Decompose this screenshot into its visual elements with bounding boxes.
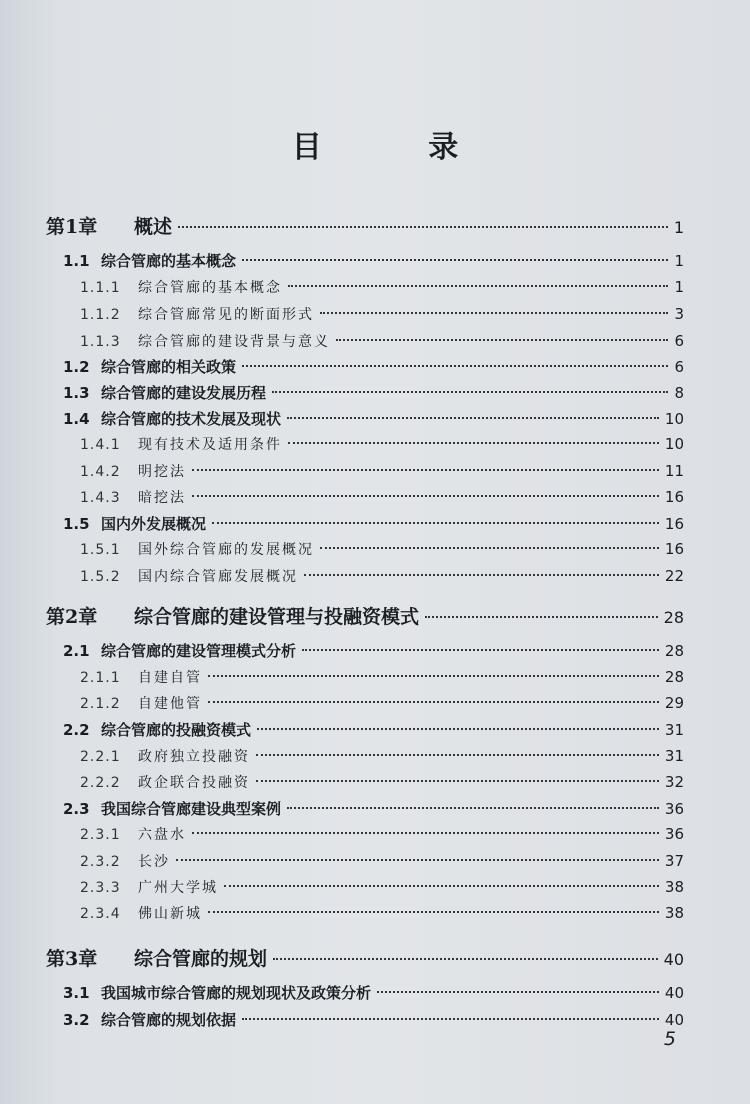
- toc-entry-sub[interactable]: [80, 667, 684, 687]
- toc-entry-title: 综合管廊的相关政策: [101, 358, 237, 376]
- dot-leader: [302, 649, 659, 651]
- toc-entry-number: 1.4.2: [80, 464, 121, 480]
- toc-entry-page: 6: [674, 358, 684, 376]
- toc-entry-page: 28: [663, 608, 684, 627]
- toc-entry-title: 长沙: [138, 854, 170, 870]
- dot-leader: [256, 754, 659, 756]
- dot-leader: [208, 701, 659, 703]
- dot-leader: [272, 391, 668, 393]
- toc-entry-section[interactable]: [63, 356, 684, 377]
- toc-entry-page: 10: [664, 435, 684, 453]
- toc-entry-sub[interactable]: [80, 851, 684, 871]
- toc-entry-section[interactable]: [63, 719, 684, 740]
- toc-entry-number: 第3章: [46, 948, 98, 970]
- dot-leader: [242, 259, 668, 261]
- toc-entry-sub[interactable]: [80, 824, 684, 844]
- toc-entry-page: 40: [664, 1011, 684, 1029]
- toc-entry-number: 2.3.3: [80, 880, 121, 896]
- toc-entry-section[interactable]: [63, 1009, 684, 1030]
- toc-entry-chapter[interactable]: [46, 944, 684, 971]
- toc-entry-title: 暗挖法: [138, 490, 186, 506]
- toc-entry-number: 1.1.1: [80, 280, 121, 296]
- dot-leader: [257, 728, 659, 730]
- toc-entry-number: 1.1.3: [80, 334, 121, 350]
- toc-entry-title: 佛山新城: [138, 906, 202, 922]
- toc-entry-number: 2.2.1: [80, 749, 121, 765]
- dot-leader: [320, 547, 659, 549]
- toc-entry-number: 1.4.1: [80, 437, 121, 453]
- toc-entry-section[interactable]: [63, 250, 684, 271]
- toc-entry-title: 综合管廊的建设管理模式分析: [101, 642, 297, 660]
- toc-entry-sub[interactable]: [80, 903, 684, 923]
- toc-entry-number: 1.2: [63, 358, 90, 376]
- dot-leader: [224, 885, 659, 887]
- dot-leader: [287, 417, 659, 419]
- toc-entry-sub[interactable]: [80, 746, 684, 766]
- dot-leader: [273, 958, 658, 960]
- toc-entry-number: 2.3.1: [80, 827, 121, 843]
- toc-entry-number: 1.5.2: [80, 569, 121, 585]
- dot-leader: [242, 1018, 659, 1020]
- toc-entry-number: 2.3.4: [80, 906, 121, 922]
- toc-entry-section[interactable]: [63, 640, 684, 661]
- toc-entry-title: 概述: [134, 216, 173, 238]
- dot-leader: [192, 832, 659, 834]
- toc-entry-sub[interactable]: [80, 877, 684, 897]
- toc-entry-section[interactable]: [63, 513, 684, 534]
- toc-entry-page: 37: [664, 852, 684, 870]
- dot-leader: [304, 574, 659, 576]
- toc-entry-page: 11: [664, 462, 684, 480]
- toc-entry-page: 31: [664, 721, 684, 739]
- dot-leader: [425, 616, 658, 618]
- toc-entry-title: 广州大学城: [138, 880, 218, 896]
- dot-leader: [287, 807, 659, 809]
- toc-entry-sub[interactable]: [80, 277, 684, 297]
- toc-entry-title: 国内综合管廊发展概况: [138, 569, 298, 585]
- dot-leader: [320, 312, 668, 314]
- toc-entry-title: 综合管廊的技术发展及现状: [101, 410, 282, 428]
- toc-entry-page: 10: [664, 410, 684, 428]
- page-number: 5: [663, 1028, 676, 1050]
- toc-entry-title: 明挖法: [138, 464, 186, 480]
- dot-leader: [178, 226, 668, 228]
- toc-title: 目 录: [291, 130, 507, 165]
- toc-entry-page: 36: [664, 800, 684, 818]
- toc-entry-title: 政企联合投融资: [138, 775, 250, 791]
- toc-entry-page: 1: [674, 252, 684, 270]
- toc-entry-section[interactable]: [63, 798, 684, 819]
- toc-entry-title: 综合管廊的规划: [134, 948, 268, 970]
- toc-entry-page: 28: [664, 642, 684, 660]
- toc-entry-title: 我国综合管廊建设典型案例: [101, 800, 282, 818]
- toc-entry-title: 国内外发展概况: [101, 515, 207, 533]
- toc-entry-number: 2.3: [63, 800, 90, 818]
- toc-entry-number: 2.2.2: [80, 775, 121, 791]
- toc-entry-title: 我国城市综合管廊的规划现状及政策分析: [101, 984, 372, 1002]
- toc-entry-page: 16: [664, 488, 684, 506]
- toc-entry-page: 38: [664, 904, 684, 922]
- toc-entry-page: 32: [664, 773, 684, 791]
- toc-entry-number: 3.2: [63, 1011, 90, 1029]
- toc-entry-page: 29: [664, 694, 684, 712]
- toc-entry-number: 3.1: [63, 984, 90, 1002]
- toc-entry-page: 16: [664, 515, 684, 533]
- toc-entry-number: 1.5.1: [80, 542, 121, 558]
- toc-entry-title: 政府独立投融资: [138, 749, 250, 765]
- toc-entry-number: 1.3: [63, 384, 90, 402]
- toc-entry-page: 40: [664, 984, 684, 1002]
- toc-entry-number: 1.4: [63, 410, 90, 428]
- toc-entry-number: 1.5: [63, 515, 90, 533]
- toc-entry-page: 22: [664, 567, 684, 585]
- toc-entry-title: 综合管廊的基本概念: [101, 252, 237, 270]
- dot-leader: [176, 859, 659, 861]
- toc-entry-title: 综合管廊的建设背景与意义: [138, 334, 330, 350]
- toc-entry-sub[interactable]: [80, 331, 684, 351]
- dot-leader: [288, 285, 668, 287]
- toc-entry-page: 16: [664, 540, 684, 558]
- toc-entry-sub[interactable]: [80, 693, 684, 713]
- toc-entry-title: 综合管廊的建设管理与投融资模式: [134, 606, 420, 628]
- toc-entry-section[interactable]: [63, 382, 684, 403]
- dot-leader: [242, 365, 668, 367]
- toc-entry-number: 第1章: [46, 216, 98, 238]
- toc-entry-number: 1.4.3: [80, 490, 121, 506]
- toc-entry-number: 2.1.1: [80, 670, 121, 686]
- toc-entry-title: 综合管廊的建设发展历程: [101, 384, 267, 402]
- toc-entry-section[interactable]: [63, 408, 684, 429]
- toc-entry-number: 2.2: [63, 721, 90, 739]
- toc-entry-number: 2.1.2: [80, 696, 121, 712]
- dot-leader: [192, 495, 659, 497]
- toc-entry-sub[interactable]: [80, 304, 684, 324]
- toc-entry-sub[interactable]: [80, 434, 684, 454]
- toc-entry-sub[interactable]: [80, 461, 684, 481]
- toc-entry-page: 40: [663, 950, 684, 969]
- toc-entry-page: 6: [674, 332, 684, 350]
- toc-entry-title: 综合管廊的基本概念: [138, 280, 282, 296]
- toc-entry-page: 38: [664, 878, 684, 896]
- toc-entry-page: 36: [664, 825, 684, 843]
- toc-entry-page: 31: [664, 747, 684, 765]
- toc-entry-number: 1.1.2: [80, 307, 121, 323]
- toc-entry-section[interactable]: [63, 982, 684, 1003]
- toc-entry-sub[interactable]: [80, 566, 684, 586]
- toc-entry-chapter[interactable]: [46, 602, 684, 629]
- toc-entry-title: 自建自管: [138, 670, 202, 686]
- toc-entry-title: 综合管廊常见的断面形式: [138, 307, 314, 323]
- toc-entry-title: 综合管廊的规划依据: [101, 1011, 237, 1029]
- toc-entry-page: 1: [673, 218, 684, 237]
- dot-leader: [212, 522, 659, 524]
- dot-leader: [377, 991, 659, 993]
- toc-entry-title: 六盘水: [138, 827, 186, 843]
- dot-leader: [256, 780, 659, 782]
- toc-entry-sub[interactable]: [80, 539, 684, 559]
- toc-entry-chapter[interactable]: [46, 212, 684, 239]
- toc-entry-title: 综合管廊的投融资模式: [101, 721, 252, 739]
- toc-entry-number: 1.1: [63, 252, 90, 270]
- toc-entry-number: 2.1: [63, 642, 90, 660]
- toc-entry-page: 28: [664, 668, 684, 686]
- dot-leader: [192, 469, 659, 471]
- toc-entry-page: 3: [674, 305, 684, 323]
- toc-entry-page: 1: [674, 278, 684, 296]
- toc-entry-number: 2.3.2: [80, 854, 121, 870]
- toc-entry-number: 第2章: [46, 606, 98, 628]
- dot-leader: [336, 339, 668, 341]
- toc-entry-page: 8: [674, 384, 684, 402]
- toc-entry-title: 自建他管: [138, 696, 202, 712]
- toc-entry-title: 国外综合管廊的发展概况: [138, 542, 314, 558]
- dot-leader: [208, 675, 659, 677]
- toc-entry-title: 现有技术及适用条件: [138, 437, 282, 453]
- dot-leader: [208, 911, 659, 913]
- toc-entry-sub[interactable]: [80, 772, 684, 792]
- dot-leader: [288, 442, 659, 444]
- toc-entry-sub[interactable]: [80, 487, 684, 507]
